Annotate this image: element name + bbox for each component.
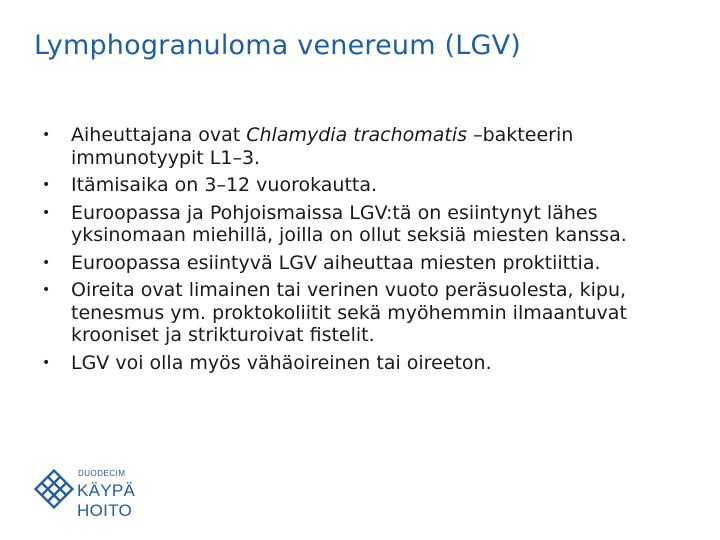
bullet-marker: • <box>42 254 51 271</box>
slide-title: Lymphogranuloma venereum (LGV) <box>34 30 522 61</box>
bullet-item <box>42 279 682 347</box>
bullet-marker: • <box>42 127 51 143</box>
bullet-list <box>42 124 682 379</box>
bullet-text: Euroopassa esiintyvä LGV aiheuttaa miesten proktiittia. <box>71 251 601 274</box>
bullet-marker: • <box>42 282 51 298</box>
bullet-marker: • <box>42 177 51 193</box>
bullet-marker: • <box>42 354 51 371</box>
diamond-lattice-icon <box>34 469 74 509</box>
bullet-text-post: –bakteerin immunotyypit L1–3. <box>71 124 574 169</box>
bullet-text: Itämisaika on 3–12 vuorokautta. <box>71 174 378 196</box>
logo-org-name: DUODECIM <box>78 469 126 478</box>
bullet-text-pre: Aiheuttajana ovat <box>71 124 247 146</box>
kaypa-hoito-logo <box>34 467 194 520</box>
bullet-text: Oireita ovat limainen tai verinen vuoto peräsuolesta, kipu, tenesmus ym. proktokoliitit sekä myöhemmin ilmaantuvat krooniset ja strikturoivat fistelit. <box>71 279 627 346</box>
logo-brand-name: KÄYPÄ HOITO <box>77 481 136 520</box>
bullet-text: Euroopassa ja Pohjoismaissa LGV:tä on esiintynyt lähes yksinomaan miehillä, joilla on ollut seksiä miesten kanssa. <box>71 201 627 246</box>
bullet-item <box>42 124 682 169</box>
bullet-item <box>42 174 682 197</box>
bullet-marker: • <box>42 204 51 221</box>
bullet-text: LGV voi olla myös vähäoireinen tai oireeton. <box>71 351 492 374</box>
bullet-text-italic: Chlamydia trachomatis <box>246 124 468 146</box>
bullet-item <box>42 202 682 247</box>
bullet-item <box>42 252 682 275</box>
bullet-item <box>42 352 682 375</box>
